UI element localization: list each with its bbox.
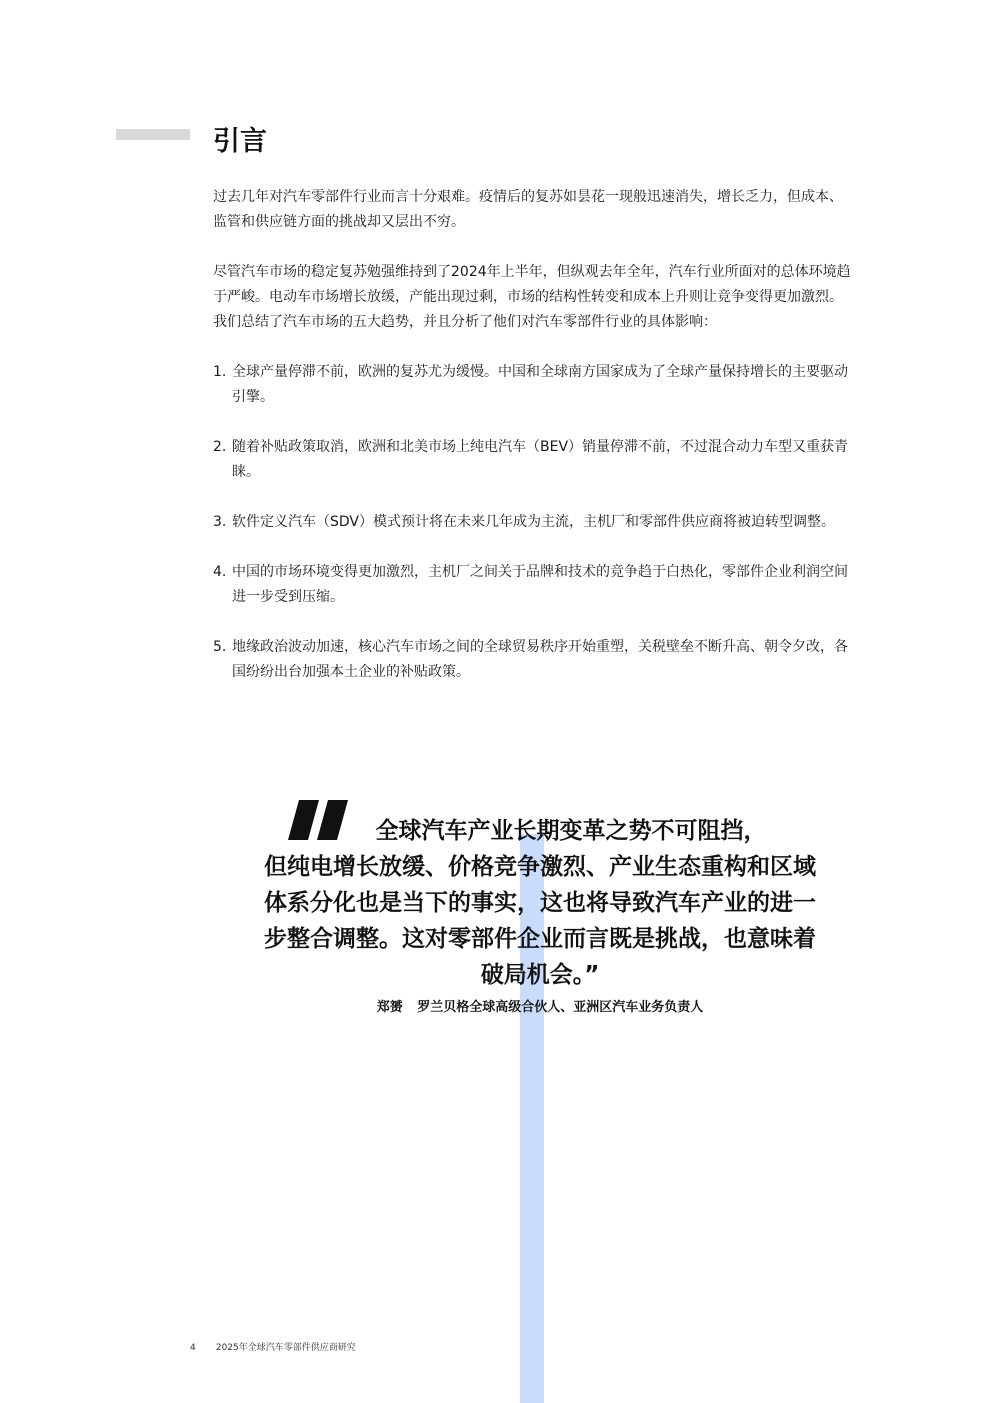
trend-number: 1.	[213, 364, 227, 380]
trend-number: 4.	[213, 564, 227, 580]
trend-number: 5.	[213, 639, 227, 655]
trend-text: 全球产量停滞不前，欧洲的复苏尤为缓慢。中国和全球南方国家成为了全球产量保持增长的主要驱动引擎。	[232, 364, 848, 405]
intro-paragraph-2: 尽管汽车市场的稳定复苏勉强维持到了2024年上半年，但纵观去年全年，汽车行业所面对的总体环境趋于严峻。电动车市场增长放缓，产能出现过剩，市场的结构性转变和成本上升则让竞争变得更加激烈。我们总结了汽车市场的五大趋势，并且分析了他们对汽车零部件行业的具体影响：	[213, 264, 851, 330]
intro-body	[213, 185, 853, 710]
trend-text: 软件定义汽车（SDV）模式预计将在未来几年成为主流，主机厂和零部件供应商将被迫转型调整。	[232, 514, 835, 530]
quote-attribution	[262, 998, 818, 1018]
trend-item	[213, 510, 853, 535]
trend-text: 中国的市场环境变得更加激烈，主机厂之间关于品牌和技术的竞争趋于白热化，零部件企业利润空间进一步受到压缩。	[232, 564, 848, 605]
pull-quote	[262, 813, 818, 993]
page-number: 4	[190, 1343, 196, 1353]
trend-list	[213, 360, 853, 685]
trend-number: 2.	[213, 439, 227, 455]
trend-number: 3.	[213, 514, 227, 530]
author-title: 罗兰贝格全球高级合伙人、亚洲区汽车业务负责人	[417, 1000, 704, 1015]
trend-item	[213, 435, 853, 485]
page-footer	[190, 1341, 356, 1355]
author-name: 郑赟	[376, 1000, 403, 1015]
trend-text: 地缘政治波动加速，核心汽车市场之间的全球贸易秩序开始重塑，关税壁垒不断升高、朝令夕改，各国纷纷出台加强本土企业的补贴政策。	[232, 639, 848, 680]
quote-first-line: 全球汽车产业长期变革之势不可阻挡，	[375, 818, 767, 844]
trend-text: 随着补贴政策取消，欧洲和北美市场上纯电汽车（BEV）销量停滞不前，不过混合动力车型又重获青睐。	[232, 439, 849, 480]
publication-title: 2025年全球汽车零部件供应商研究	[215, 1343, 356, 1353]
intro-paragraph-1: 过去几年对汽车零部件行业而言十分艰难。疫情后的复苏如昙花一现般迅速消失，增长乏力，但成本、监管和供应链方面的挑战却又层出不穷。	[213, 189, 843, 230]
trend-item	[213, 360, 853, 410]
quote-body: 但纯电增长放缓、价格竞争激烈、产业生态重构和区域体系分化也是当下的事实，这也将导致汽车产业的进一步整合调整。这对零部件企业而言既是挑战，也意味着破局机会。”	[264, 854, 816, 988]
trend-item	[213, 560, 853, 610]
page-title: 引言	[213, 126, 267, 157]
heading-accent-bar	[116, 129, 190, 140]
trend-item	[213, 635, 853, 685]
